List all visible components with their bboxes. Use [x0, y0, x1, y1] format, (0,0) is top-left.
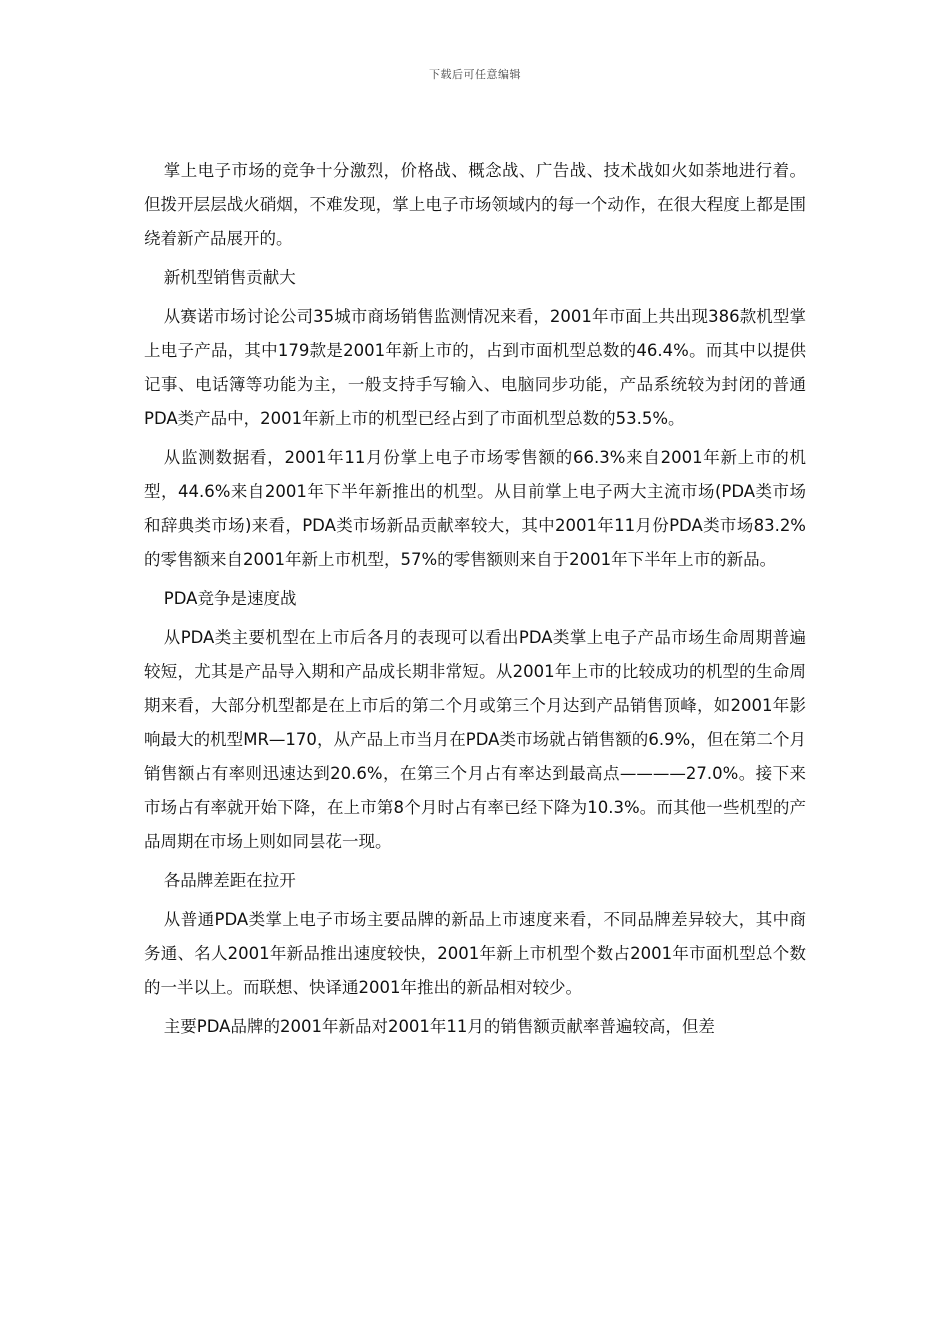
paragraph-new-models-share: 从赛诺市场讨论公司35城市商场销售监测情况来看，2001年市面上共出现386款机型掌上电子产品，其中179款是2001年新上市的，占到市面机型总数的46.4%。而其中以提供记事、电话簿等功能为主，一般支持手写输入、电脑同步功能，产品系统较为封闭的普通PDA类产品中，2001年新上市的机型已经占到了市面机型总数的53.5%。: [144, 307, 806, 428]
header-note: 下载后可任意编辑: [429, 68, 521, 81]
paragraph-brand-contribution: 主要PDA品牌的2001年新品对2001年11月的销售额贡献率普遍较高，但差: [163, 1017, 715, 1036]
section-heading-speed-war: PDA竞争是速度战: [163, 589, 297, 608]
paragraph-intro: 掌上电子市场的竞争十分激烈，价格战、概念战、广告战、技术战如火如荼地进行着。但拨开层层战火硝烟，不难发现，掌上电子市场领域内的每一个动作，在很大程度上都是围绕着新产品展开的。: [144, 161, 806, 248]
section-heading-brand-gap: 各品牌差距在拉开: [163, 871, 296, 890]
paragraph-sales-contribution: 从监测数据看，2001年11月份掌上电子市场零售额的66.3%来自2001年新上市的机型，44.6%来自2001年下半年新推出的机型。从目前掌上电子两大主流市场(PDA类市场和辞典类市场)来看，PDA类市场新品贡献率较大，其中2001年11月份PDA类市场83.2%的零售额来自2001年新上市机型，57%的零售额则来自于2001年下半年上市的新品。: [144, 448, 806, 569]
document-body: [144, 154, 806, 1049]
paragraph-product-lifecycle: 从PDA类主要机型在上市后各月的表现可以看出PDA类掌上电子产品市场生命周期普遍较短，尤其是产品导入期和产品成长期非常短。从2001年上市的比较成功的机型的生命周期来看，大部分机型都是在上市后的第二个月或第三个月达到产品销售顶峰，如2001年影响最大的机型MR—170，从产品上市当月在PDA类市场就占销售额的6.9%，但在第二个月销售额占有率则迅速达到20.6%，在第三个月占有率达到最高点————27.0%。接下来市场占有率就开始下降，在上市第8个月时占有率已经下降为10.3%。而其他一些机型的产品周期在市场上则如同昙花一现。: [144, 628, 806, 851]
section-heading-new-models: 新机型销售贡献大: [163, 268, 296, 287]
paragraph-brand-speed: 从普通PDA类掌上电子市场主要品牌的新品上市速度来看，不同品牌差异较大，其中商务通、名人2001年新品推出速度较快，2001年新上市机型个数占2001年市面机型总个数的一半以上。而联想、快译通2001年推出的新品相对较少。: [144, 910, 806, 997]
